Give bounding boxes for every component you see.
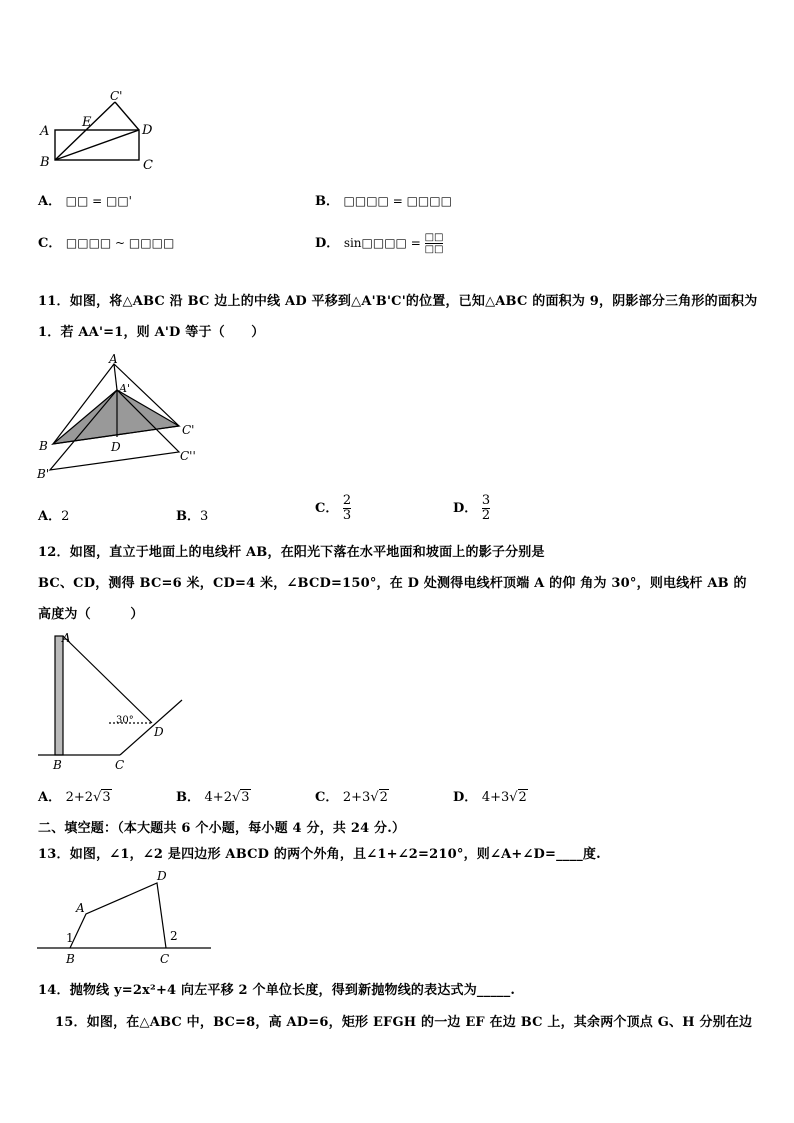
option-letter: A． <box>38 509 62 524</box>
option-letter: A． <box>38 790 62 805</box>
q13-text: 13．如图，∠1，∠2 是四边形 ABCD 的两个外角，且∠1+∠2=210°，则∠A+∠D=____度. <box>38 847 601 862</box>
figure-q10 <box>36 88 166 178</box>
sqrt-radicand: 3 <box>241 790 250 805</box>
label-c-double-prime: C'' <box>180 449 196 463</box>
sqrt-radicand: 3 <box>102 790 111 805</box>
q10-option-d[interactable] <box>315 232 443 255</box>
sqrt-sign: √ <box>370 790 379 805</box>
label-a-prime: A' <box>119 382 130 395</box>
label-d: D <box>142 123 153 138</box>
option-value: 4+3 <box>481 790 510 805</box>
label-d: D <box>111 440 121 454</box>
option-letter: A． <box>38 194 62 209</box>
sqrt-sign: √ <box>93 790 102 805</box>
q12-text-line3: 高度为（ ） <box>38 607 144 622</box>
option-letter: D． <box>453 790 478 805</box>
q11-option-d[interactable] <box>453 494 490 523</box>
angle-label: 30° <box>116 715 134 726</box>
q11-option-c[interactable] <box>315 494 351 523</box>
label-b: B <box>53 758 62 772</box>
label-c: C <box>160 952 170 966</box>
option-value: 2+2 <box>65 790 94 805</box>
label-b: B <box>39 439 48 453</box>
sqrt-sign: √ <box>231 790 241 805</box>
option-fraction <box>482 494 490 523</box>
angle-label-2: 2 <box>170 929 178 943</box>
q11-option-a[interactable] <box>38 505 69 524</box>
option-value: 3 <box>200 509 209 524</box>
label-c: C <box>115 758 125 772</box>
q12-option-b[interactable] <box>176 786 251 805</box>
q12-option-d[interactable] <box>453 786 528 805</box>
angle-label-1: 1 <box>66 931 74 945</box>
option-letter: D． <box>315 236 340 251</box>
label-c: C <box>143 158 153 173</box>
label-b-prime: B' <box>37 467 50 481</box>
q12-text-line1: 12．如图，直立于地面上的电线杆 AB，在阳光下落在水平地面和坡面上的影子分别是 <box>38 545 545 560</box>
label-c-prime: C' <box>182 423 195 437</box>
label-c-prime: C' <box>110 89 123 103</box>
label-a: A <box>62 631 71 645</box>
fraction-denominator: □□ <box>424 244 444 255</box>
fraction-numerator: 3 <box>481 493 491 508</box>
figure-q13 <box>34 866 214 968</box>
q15-text: 15．如图，在△ABC 中，BC=8，高 AD=6，矩形 EFGH 的一边 EF 在边 BC 上，其余两个顶点 G、H 分别在边 <box>55 1015 753 1030</box>
option-value: 2+3 <box>342 790 371 805</box>
sqrt-radicand: 2 <box>518 790 527 805</box>
option-fraction <box>343 494 351 523</box>
label-b: B <box>40 155 50 170</box>
option-letter: C． <box>38 236 62 251</box>
option-letter: C． <box>315 501 339 516</box>
fraction-numerator: 2 <box>342 493 352 508</box>
option-text: sin□□□□ = <box>343 236 425 250</box>
label-a: A <box>76 901 85 915</box>
option-text: □□ = □□' <box>65 194 132 208</box>
fraction-denominator: 3 <box>342 508 352 523</box>
q12-option-a[interactable] <box>38 786 112 805</box>
pole-ab <box>55 636 63 755</box>
option-letter: D． <box>453 501 478 516</box>
label-b: B <box>66 952 75 966</box>
option-letter: C． <box>315 790 339 805</box>
sqrt-radicand: 2 <box>379 790 388 805</box>
q10-option-c[interactable] <box>38 232 174 251</box>
label-e: E <box>82 115 92 130</box>
option-text: □□□□ = □□□□ <box>343 194 452 208</box>
figure-q11 <box>34 350 209 485</box>
option-value: 4+2 <box>204 790 232 805</box>
option-fraction <box>425 232 444 255</box>
label-a: A <box>40 124 50 139</box>
q11-text-line1: 11．如图，将△ABC 沿 BC 边上的中线 AD 平移到△A'B'C'的位置，已知△ABC 的面积为 9，阴影部分三角形的面积为 <box>38 294 758 309</box>
section-heading: 二、填空题：（本大题共 6 个小题，每小题 4 分，共 24 分.） <box>38 821 406 836</box>
label-d: D <box>157 869 167 883</box>
label-a: A <box>109 352 118 366</box>
q11-text-line2: 1．若 AA'=1，则 A'D 等于（ ） <box>38 325 265 340</box>
figure-q12 <box>34 628 194 773</box>
option-letter: B． <box>315 194 339 209</box>
option-value: 2 <box>61 509 70 524</box>
option-text: □□□□ ~ □□□□ <box>65 236 175 250</box>
q12-text-line2: BC、CD，测得 BC=6 米，CD=4 米，∠BCD=150°，在 D 处测得电线杆顶端 A 的仰 角为 30°，则电线杆 AB 的 <box>38 576 747 591</box>
q10-option-a[interactable] <box>38 190 132 209</box>
option-letter: B． <box>176 509 200 524</box>
q11-option-b[interactable] <box>176 505 208 524</box>
q14-text: 14．抛物线 y=2x²+4 向左平移 2 个单位长度，得到新抛物线的表达式为_____. <box>38 983 516 998</box>
label-d: D <box>154 725 164 739</box>
sqrt-sign: √ <box>509 790 518 805</box>
fraction-denominator: 2 <box>481 508 491 523</box>
option-letter: B． <box>176 790 200 805</box>
q12-option-c[interactable] <box>315 786 389 805</box>
fraction-numerator: □□ <box>424 232 444 243</box>
q10-option-b[interactable] <box>315 190 452 209</box>
